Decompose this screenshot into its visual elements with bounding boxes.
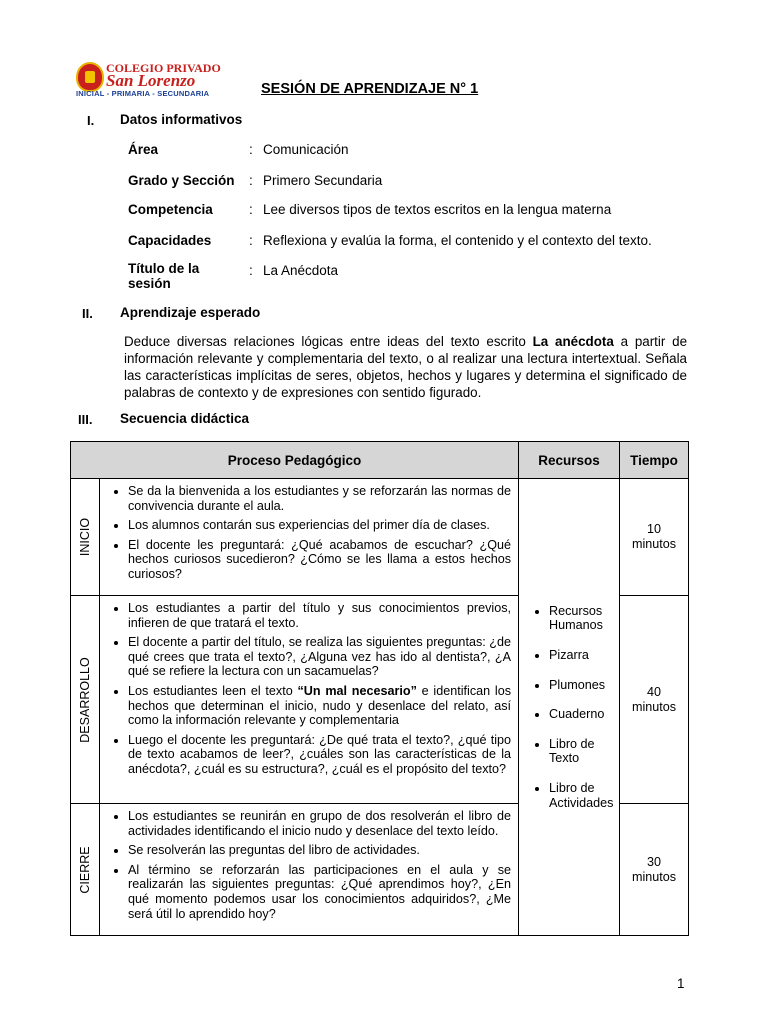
section-3-title: Secuencia didáctica [120, 411, 250, 426]
learning-text-bold: La anécdota [532, 334, 614, 349]
list-item [128, 684, 511, 728]
item-text-after: e identifican los hechos que determinan el inicio, nudo y desenlace del relato, así como la información relevante y complementaria [128, 683, 512, 728]
logo-school-name: San Lorenzo [106, 71, 196, 90]
phase-label: INICIO [78, 517, 92, 557]
header-time: Tiempo [620, 442, 689, 479]
logo-line-1: COLEGIO PRIVADO [106, 61, 221, 75]
info-colon: : [249, 173, 253, 188]
list-item: • Luego el docente les preguntará: ¿De qué trata el texto?, ¿qué tipo de texto acabamos de leer?, ¿cuáles son las características de la anécdota?, ¿cuál es su estructura?, ¿cuál es el propósito del texto? [128, 733, 511, 777]
info-label-area: Área [128, 142, 159, 157]
list-item: • Los estudiantes se reunirán en grupo de dos resolverán el libro de actividades identificando el inicio nudo y desenlace del texto leído. [128, 809, 511, 838]
section-3-number: III. [78, 412, 93, 427]
list-item: • Libro de Texto [549, 737, 615, 766]
info-colon: : [249, 263, 253, 278]
list-item: • Los alumnos contarán sus experiencias del primer día de clases. [128, 518, 511, 533]
didactic-sequence-table [70, 441, 689, 936]
info-value-competence: Lee diversos tipos de textos escritos en la lengua materna [263, 202, 612, 217]
phase-label: DESARROLLO [78, 656, 92, 743]
learning-paragraph [124, 333, 687, 401]
info-colon: : [249, 142, 253, 157]
list-item: • Se resolverán las preguntas del libro de actividades. [128, 843, 511, 858]
school-logo [74, 60, 234, 100]
phase-inicio [71, 479, 100, 596]
list-item: • El docente les preguntará: ¿Qué acabamos de escuchar? ¿Qué hechos curiosos sucedieron? ¿Cómo se les llama a estos hechos curiosos? [128, 538, 511, 582]
info-value-grade: Primero Secundaria [263, 173, 383, 188]
table-header-row [71, 442, 689, 479]
info-colon: : [249, 233, 253, 248]
section-1-title: Datos informativos [120, 112, 243, 127]
info-value-area: Comunicación [263, 142, 349, 157]
list-item: • Al término se reforzarán las participaciones en el aula y se realizarán las siguientes preguntas: ¿Qué aprendimos hoy?, ¿En qué momento podemos usar los conocimientos adquiridos?, ¿Me será útil lo aprendido hoy? [128, 863, 511, 921]
list-item: • Recursos Humanos [549, 604, 615, 633]
item-text-before: Los estudiantes leen el texto [128, 683, 298, 698]
school-crest-icon [76, 62, 104, 92]
page-title: SESIÓN DE APRENDIZAJE N° 1 [261, 81, 479, 97]
page-number: 1 [677, 976, 685, 991]
header-resources: Recursos [519, 442, 620, 479]
logo-levels: INICIAL - PRIMARIA - SECUNDARIA [76, 89, 210, 98]
info-value-capacities: Reflexiona y evalúa la forma, el contenido y el contexto del texto. [263, 233, 652, 248]
time-cierre: 30 minutos [620, 804, 689, 936]
item-text-bold: “Un mal necesario” [297, 683, 417, 698]
list-item: • Pizarra [549, 648, 615, 663]
table-row [71, 479, 689, 596]
list-item: • Los estudiantes a partir del título y sus conocimientos previos, infieren de que tratará el texto. [128, 601, 511, 630]
learning-text-before: Deduce diversas relaciones lógicas entre ideas del texto escrito [124, 334, 533, 349]
list-item: • Plumones [549, 678, 615, 693]
list-item: • Se da la bienvenida a los estudiantes y se reforzarán las normas de convivencia durante el aula. [128, 484, 511, 513]
section-1-number: I. [87, 113, 95, 128]
list-item: • Cuaderno [549, 707, 615, 722]
resources-cell [519, 479, 620, 936]
info-label-competence: Competencia [128, 202, 213, 217]
info-label-capacities: Capacidades [128, 233, 212, 248]
process-cell [100, 479, 519, 596]
info-value-title: La Anécdota [263, 263, 339, 278]
list-item: • Libro de Actividades [549, 781, 615, 810]
info-label-grade: Grado y Sección [128, 173, 235, 188]
time-inicio: 10 minutos [620, 479, 689, 596]
phase-desarrollo [71, 596, 100, 804]
learning-text-after: a partir de información relevante y complementaria del texto, o al realizar una lectura intertextual. Señala las características implícitas de seres, objetos, hechos y lugares y determina el significado de palabras de contexto y de expresiones con sentido figurado. [124, 334, 688, 400]
section-2-number: II. [82, 306, 93, 321]
process-cell [100, 804, 519, 936]
time-desarrollo: 40 minutos [620, 596, 689, 804]
info-colon: : [249, 202, 253, 217]
section-2-title: Aprendizaje esperado [120, 305, 261, 320]
info-label-title: Título de la sesión [128, 261, 200, 291]
header-process: Proceso Pedagógico [71, 442, 519, 479]
list-item: • El docente a partir del título, se realiza las siguientes preguntas: ¿de qué crees que trata el texto?, ¿Alguna vez has ido al dentista?, ¿A qué se refiere la lectura con un sacamuelas? [128, 635, 511, 679]
phase-label: CIERRE [78, 845, 92, 894]
process-cell [100, 596, 519, 804]
phase-cierre [71, 804, 100, 936]
